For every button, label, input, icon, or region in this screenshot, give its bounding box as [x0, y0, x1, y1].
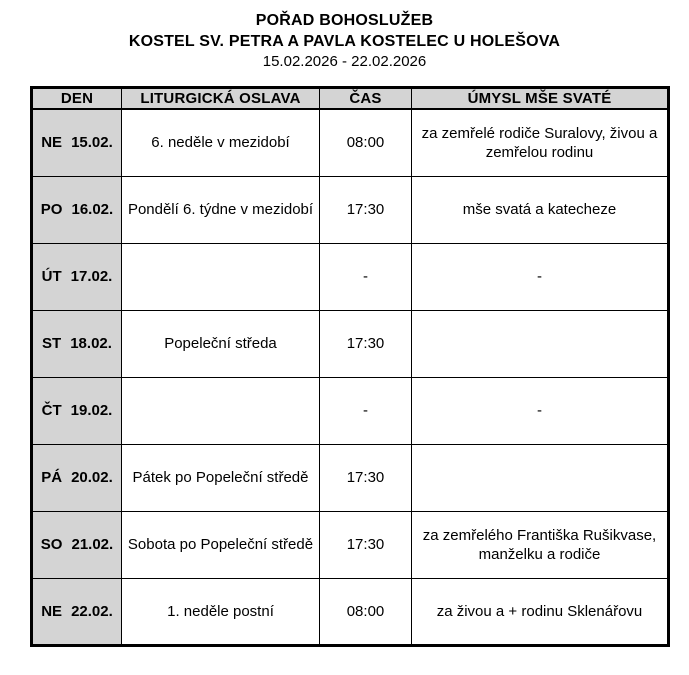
- table-row: [32, 444, 669, 511]
- intention-cell: [412, 310, 669, 377]
- day-cell: [32, 109, 122, 176]
- day-cell: [32, 511, 122, 578]
- day-abbr: ČT: [41, 402, 62, 419]
- table-row: [32, 109, 669, 176]
- column-header-oslava: LITURGICKÁ OSLAVA: [122, 88, 320, 110]
- day-cell: [32, 578, 122, 645]
- celebration-cell: Pátek po Popeleční středě: [122, 444, 320, 511]
- intention-cell: mše svatá a katecheze: [412, 176, 669, 243]
- intention-cell: za zemřelé rodiče Suralovy, živou a zemřelou rodinu: [412, 109, 669, 176]
- day-abbr: NE: [41, 134, 63, 152]
- day-date: 22.02.: [71, 602, 113, 620]
- table-row: [32, 310, 669, 377]
- day-abbr: PÁ: [41, 469, 63, 486]
- day-abbr: SO: [40, 536, 63, 553]
- day-cell: [32, 243, 122, 310]
- day-cell: [32, 444, 122, 511]
- intention-cell: -: [412, 243, 669, 310]
- celebration-cell: [122, 243, 320, 310]
- day-abbr: ST: [42, 335, 62, 352]
- celebration-cell: 6. neděle v mezidobí: [122, 109, 320, 176]
- time-cell: 08:00: [320, 109, 412, 176]
- day-date: 17.02.: [70, 268, 113, 285]
- day-abbr: PO: [40, 201, 63, 218]
- time-cell: 08:00: [320, 578, 412, 645]
- day-cell: [32, 176, 122, 243]
- day-date: 15.02.: [71, 134, 113, 152]
- table-row: [32, 578, 669, 645]
- celebration-cell: Pondělí 6. týdne v mezidobí: [122, 176, 320, 243]
- time-cell: -: [320, 377, 412, 444]
- celebration-cell: 1. neděle postní: [122, 578, 320, 645]
- page-title: POŘAD BOHOSLUŽEB: [255, 12, 434, 29]
- intention-cell: [412, 444, 669, 511]
- time-cell: 17:30: [320, 310, 412, 377]
- table-header-row: [32, 88, 669, 110]
- date-range: 15.02.2026 - 22.02.2026: [262, 53, 427, 70]
- day-date: 20.02.: [71, 469, 113, 486]
- day-abbr: ÚT: [41, 268, 62, 285]
- celebration-cell: [122, 377, 320, 444]
- intention-cell: za zemřelého Františka Rušikvase, manželku a rodiče: [412, 511, 669, 578]
- time-cell: 17:30: [320, 444, 412, 511]
- time-cell: -: [320, 243, 412, 310]
- table-row: [32, 377, 669, 444]
- day-date: 19.02.: [70, 402, 113, 419]
- day-cell: [32, 310, 122, 377]
- celebration-cell: Popeleční středa: [122, 310, 320, 377]
- day-date: 16.02.: [71, 201, 114, 218]
- schedule-table: [30, 86, 670, 647]
- column-header-den: DEN: [32, 88, 122, 110]
- page-subtitle: KOSTEL SV. PETRA A PAVLA KOSTELEC U HOLEŠOVA: [128, 33, 561, 50]
- time-cell: 17:30: [320, 176, 412, 243]
- intention-cell: -: [412, 377, 669, 444]
- document-header: [0, 0, 689, 72]
- day-cell: [32, 377, 122, 444]
- celebration-cell: Sobota po Popeleční středě: [122, 511, 320, 578]
- table-row: [32, 243, 669, 310]
- day-date: 21.02.: [71, 536, 114, 553]
- intention-cell: za živou a + rodinu Sklenářovu: [412, 578, 669, 645]
- day-abbr: NE: [41, 602, 63, 620]
- column-header-cas: ČAS: [320, 88, 412, 110]
- table-row: [32, 511, 669, 578]
- time-cell: 17:30: [320, 511, 412, 578]
- table-row: [32, 176, 669, 243]
- column-header-umysl: ÚMYSL MŠE SVATÉ: [412, 88, 669, 110]
- day-date: 18.02.: [70, 335, 112, 352]
